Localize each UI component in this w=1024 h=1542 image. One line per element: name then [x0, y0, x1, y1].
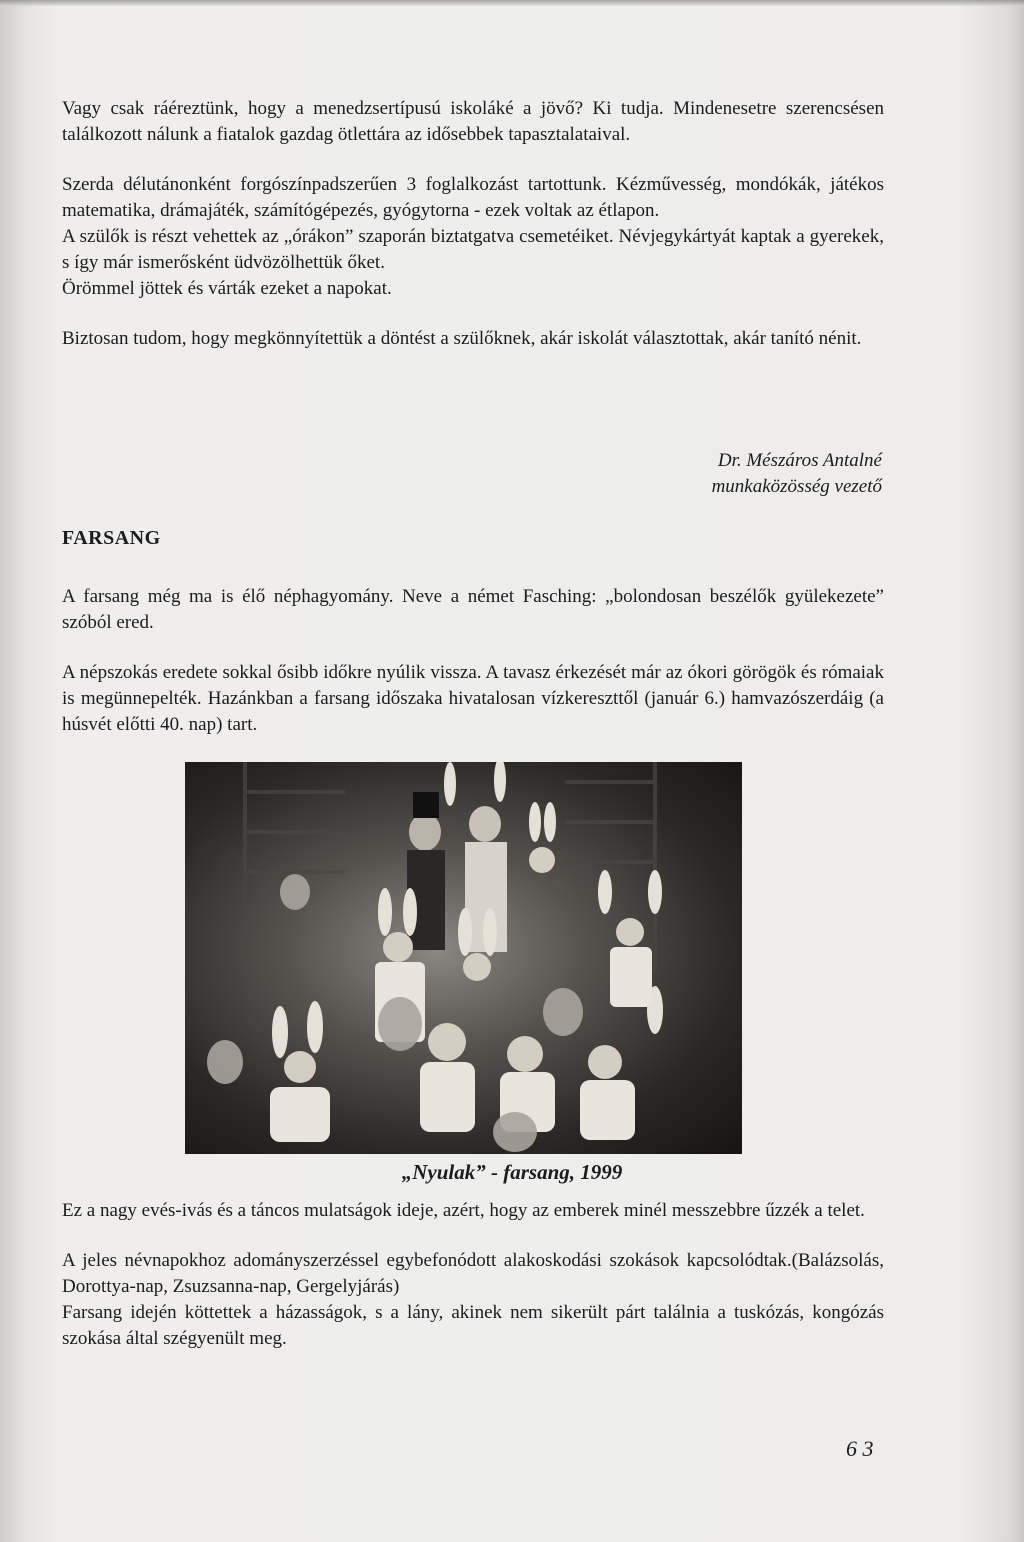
author-signature: [560, 448, 882, 500]
author-role: munkaközösség vezető: [711, 476, 882, 497]
intro-paragraph-2: Szerda délutánonként forgószínpadszerűen 3 foglalkozást tartottunk. Kézművesség, mondókák, játékos matematika, drámajáték, számítógépezés, gyógytorna - ezek voltak az étlapon.: [62, 174, 884, 221]
carnival-photo: [185, 762, 742, 1154]
intro-paragraph-3: A szülők is részt vehettek az „órákon” szaporán biztatgatva csemetéiket. Névjegykártyát kaptak a gyerekek, s így már ismerősként üdvözölhettük őket.: [62, 226, 884, 273]
farsang-text-block: [62, 584, 884, 738]
closing-paragraph-3: Farsang idején köttettek a házasságok, s a lány, akinek nem sikerült párt találnia a tuskózás, kongózás szokása által szégyenült meg.: [62, 1302, 884, 1349]
farsang-paragraph-1: A farsang még ma is élő néphagyomány. Neve a német Fasching: „bolondosan beszélők gyülekezete” szóból ered.: [62, 586, 884, 633]
closing-text-block: [62, 1198, 884, 1352]
intro-paragraph-5: Biztosan tudom, hogy megkönnyítettük a döntést a szülőknek, akár iskolát választottak, akár tanító nénit.: [62, 328, 862, 349]
photo-caption: „Nyulak” - farsang, 1999: [401, 1160, 623, 1184]
intro-text-block: [62, 96, 884, 352]
closing-paragraph-2: A jeles névnapokhoz adományszerzéssel egybefonódott alakoskodási szokások kapcsolódtak.(Balázsolás, Dorottya-nap, Zsuzsanna-nap, Gergelyjárás): [62, 1250, 884, 1297]
section-heading: FARSANG: [62, 527, 161, 549]
intro-paragraph-4: Örömmel jöttek és várták ezeket a napokat.: [62, 278, 392, 299]
photo-illustration: [185, 762, 742, 1154]
intro-paragraph-1: Vagy csak ráéreztünk, hogy a menedzsertípusú iskoláké a jövő? Ki tudja. Mindenesetre szerencsésen találkozott nálunk a fiatalok gazdag ötlettára az idősebbek tapasztalataival.: [62, 98, 884, 145]
farsang-paragraph-2: A népszokás eredete sokkal ősibb időkre nyúlik vissza. A tavasz érkezését már az ókori görögök és rómaiak is megünnepelték. Hazánkban a farsang időszaka hivatalosan vízkereszttől (január 6.) hamvazószerdáig (a húsvét előtti 40. nap) tart.: [62, 662, 884, 735]
author-name: Dr. Mészáros Antalné: [717, 450, 882, 471]
page-edge-shadow: [0, 0, 1024, 6]
page-number: 6 3: [846, 1436, 874, 1461]
closing-paragraph-1: Ez a nagy evés-ivás és a táncos mulatságok ideje, azért, hogy az emberek minél messzebbre űzzék a telet.: [62, 1200, 865, 1221]
